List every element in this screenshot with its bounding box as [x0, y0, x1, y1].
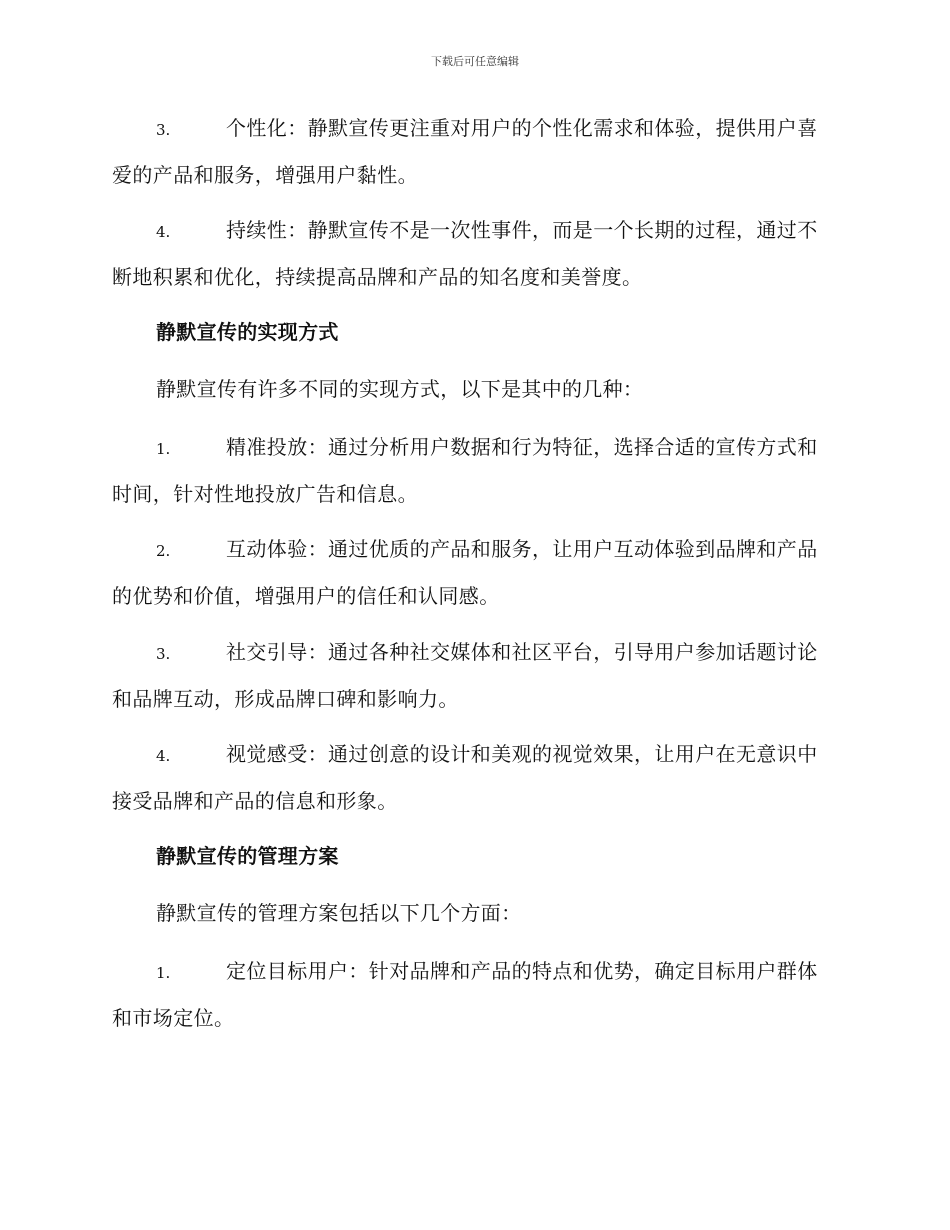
section-heading-implementation: 静默宣传的实现方式	[156, 320, 339, 344]
list-text: 视觉感受：通过创意的设计和美观的视觉效果，让用户在无意识中接受品牌和产品的信息和形象。	[112, 742, 818, 813]
list-item-continuity	[112, 208, 836, 300]
section-heading-management: 静默宣传的管理方案	[156, 844, 339, 868]
list-text: 互动体验：通过优质的产品和服务，让用户互动体验到品牌和产品的优势和价值，增强用户的信任和认同感。	[112, 537, 818, 608]
list-number: 1.	[156, 440, 171, 458]
list-item-precise-delivery	[112, 425, 836, 517]
list-item-interactive-experience	[112, 527, 836, 619]
page-header: 下载后可任意编辑	[431, 55, 519, 68]
list-text: 社交引导：通过各种社交媒体和社区平台，引导用户参加话题讨论和品牌互动，形成品牌口碑和影响力。	[112, 640, 818, 711]
list-text: 持续性：静默宣传不是一次性事件，而是一个长期的过程，通过不断地积累和优化，持续提高品牌和产品的知名度和美誉度。	[112, 218, 818, 289]
list-number: 4.	[156, 223, 171, 241]
intro-paragraph-management: 静默宣传的管理方案包括以下几个方面：	[156, 901, 522, 925]
list-text: 定位目标用户：针对品牌和产品的特点和优势，确定目标用户群体和市场定位。	[112, 959, 818, 1030]
list-item-target-users	[112, 949, 836, 1041]
intro-paragraph-implementation: 静默宣传有许多不同的实现方式，以下是其中的几种：	[156, 377, 644, 401]
list-text: 个性化：静默宣传更注重对用户的个性化需求和体验，提供用户喜爱的产品和服务，增强用户黏性。	[112, 116, 818, 187]
list-item-social-guidance	[112, 630, 836, 722]
list-item-personalization	[112, 106, 836, 198]
list-number: 4.	[156, 747, 171, 765]
list-item-visual-perception	[112, 732, 836, 824]
list-number: 2.	[156, 542, 171, 560]
list-text: 精准投放：通过分析用户数据和行为特征，选择合适的宣传方式和时间，针对性地投放广告和信息。	[112, 435, 818, 506]
list-number: 3.	[156, 121, 171, 139]
list-number: 3.	[156, 645, 171, 663]
list-number: 1.	[156, 964, 171, 982]
